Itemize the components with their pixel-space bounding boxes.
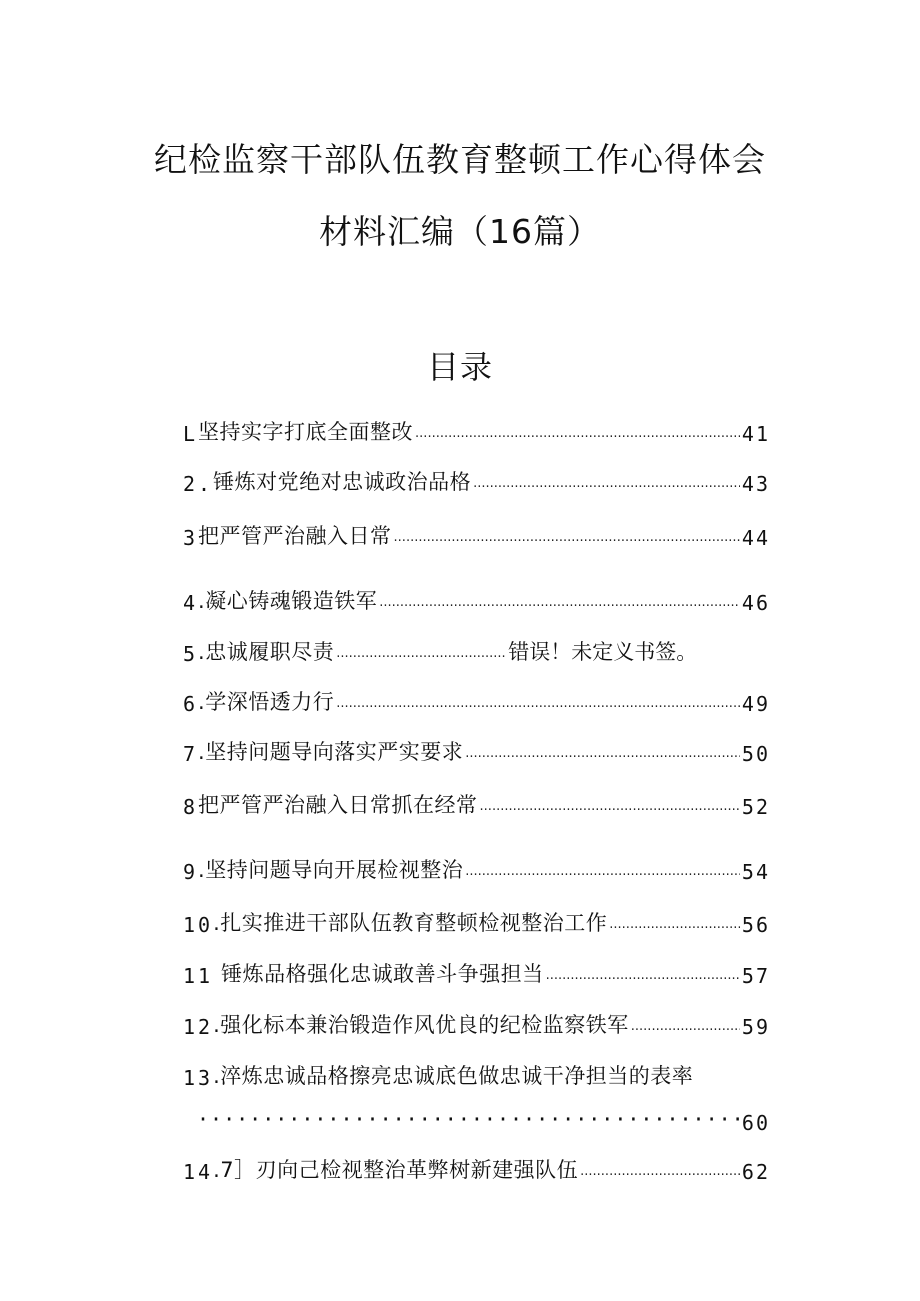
toc-entry-page: 43 xyxy=(741,472,770,496)
toc-entry-page: 52 xyxy=(741,795,770,819)
toc-entry-number: 8 xyxy=(183,795,199,819)
toc-entry-number: 14 xyxy=(183,1160,214,1184)
toc-heading: 目录 xyxy=(426,348,493,386)
toc-entry-page: 56 xyxy=(741,913,770,937)
toc-entry[interactable] xyxy=(183,684,770,716)
toc-entry-number: 12 xyxy=(183,1015,214,1039)
dot-leader xyxy=(546,968,740,983)
toc-entry[interactable] xyxy=(183,852,770,884)
toc-entry-number: 13 xyxy=(183,1066,214,1090)
toc-entry[interactable] xyxy=(183,1007,770,1039)
document-subtitle: 材料汇编（16篇） xyxy=(319,212,601,251)
toc-entry-title: .凝心铸魂锻造铁军 xyxy=(198,589,378,613)
toc-entry-title: .忠诚履职尽责 xyxy=(198,640,335,664)
toc-entry[interactable] xyxy=(183,414,770,446)
toc-entry[interactable] xyxy=(183,905,770,937)
toc-entry-number: 4 xyxy=(183,591,199,615)
toc-entry-page: 54 xyxy=(741,860,770,884)
dot-leader xyxy=(580,1164,740,1179)
toc-entry-number: 5 xyxy=(183,642,199,666)
toc-entry-title: .强化标本兼治锻造作风优良的纪检监察铁军 xyxy=(213,1013,629,1037)
dot-leader xyxy=(336,696,740,711)
toc-entry-title: .坚持问题导向落实严实要求 xyxy=(198,740,464,764)
toc-entry-number: 3 xyxy=(183,526,199,550)
toc-entry-page: 57 xyxy=(741,964,770,988)
dot-leader xyxy=(465,864,740,879)
toc-entry-title: .7］刃向己检视整治革弊树新建强队伍 xyxy=(213,1158,579,1182)
document-title: 纪检监察干部队伍教育整顿工作心得体会 xyxy=(154,140,766,179)
dot-leader xyxy=(394,530,740,545)
toc-entry-title: 把严管严治融入日常 xyxy=(198,524,392,548)
dot-leader xyxy=(465,746,740,761)
toc-entry[interactable] xyxy=(183,787,770,819)
toc-entry-number: 11 xyxy=(183,964,214,988)
toc-entry-title: .学深悟透力行 xyxy=(198,690,335,714)
toc-entry[interactable] xyxy=(183,956,770,988)
dot-leader xyxy=(197,1107,742,1131)
toc-entry-title: 坚持实字打底全面整改 xyxy=(198,420,414,444)
toc-entry-number: L xyxy=(183,422,199,446)
dot-leader xyxy=(473,476,740,491)
toc-entry[interactable] xyxy=(183,634,770,666)
toc-entry-number: 2. xyxy=(183,472,214,496)
toc-entry-number: 7 xyxy=(183,742,199,766)
toc-entry-title: 把严管严治融入日常抓在经常 xyxy=(198,793,478,817)
toc-entry-number: 6 xyxy=(183,692,199,716)
toc-entry-title: 锤炼对党绝对忠诚政治品格 xyxy=(213,470,472,494)
toc-entry-page: 62 xyxy=(741,1160,770,1184)
toc-entry[interactable] xyxy=(183,1152,770,1184)
toc-entry-page: 59 xyxy=(741,1015,770,1039)
toc-entry-page: 46 xyxy=(741,591,770,615)
toc-entry-title: .扎实推进干部队伍教育整顿检视整治工作 xyxy=(213,911,608,935)
toc-entry-page: 44 xyxy=(741,526,770,550)
toc-entry-title: .淬炼忠诚品格擦亮忠诚底色做忠诚干净担当的表率 xyxy=(213,1064,694,1088)
dot-leader xyxy=(631,1019,740,1034)
dot-leader xyxy=(336,646,506,661)
toc-entry-title: .坚持问题导向开展检视整治 xyxy=(198,858,464,882)
toc-entry[interactable] xyxy=(183,464,770,496)
toc-entry-page: 60 xyxy=(741,1111,770,1135)
toc-entry[interactable] xyxy=(183,583,770,615)
bookmark-error-note: 错误！未定义书签。 xyxy=(508,640,698,664)
dot-leader xyxy=(379,595,740,610)
toc-entry[interactable] xyxy=(183,518,770,550)
toc-entry-page: 50 xyxy=(741,742,770,766)
toc-entry[interactable] xyxy=(183,734,770,766)
toc-entry[interactable] xyxy=(183,1058,770,1090)
toc-entry-page: 41 xyxy=(741,422,770,446)
toc-entry-number: 10 xyxy=(183,913,214,937)
toc-entry-continuation[interactable] xyxy=(197,1103,770,1135)
dot-leader xyxy=(415,426,740,441)
dot-leader xyxy=(609,917,740,932)
dot-leader xyxy=(480,799,740,814)
toc-entry-page: 49 xyxy=(741,692,770,716)
toc-entry-number: 9 xyxy=(183,860,199,884)
toc-entry-title: 锤炼品格强化忠诚敢善斗争强担当 xyxy=(221,962,544,986)
